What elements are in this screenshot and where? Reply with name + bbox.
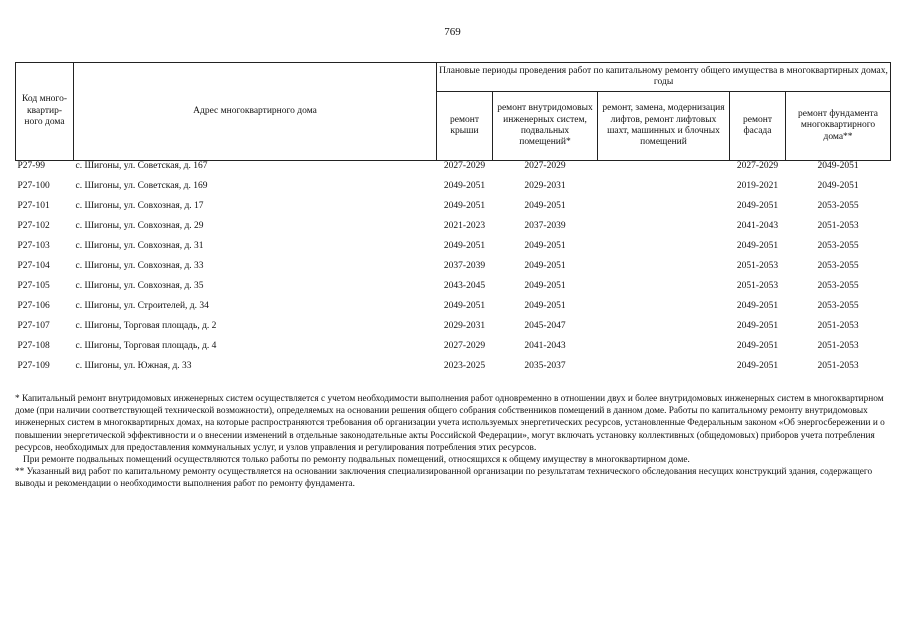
cell-foundation: 2051-2053 [817, 221, 859, 231]
cell-engineering: 2049-2051 [524, 301, 566, 311]
cell-code: Р27-104 [17, 261, 50, 271]
table-row [16, 201, 891, 221]
cell-facade: 2049-2051 [736, 361, 779, 371]
cell-code: Р27-103 [17, 241, 50, 251]
footnote-foundation: ** Указанный вид работ по капитальному ремонту осуществляется на основании заключения специализированной организации по результатам технического обследования несущих конструкций здания, содержащего выводы и рекомендации о необходимости выполнения работ по ремонту фундамента. [15, 467, 873, 490]
cell-roof: 2049-2051 [443, 181, 486, 191]
header-address: Адрес многоквартирного дома [74, 63, 437, 161]
cell-address: с. Шигоны, Торговая площадь, д. 2 [75, 321, 217, 331]
cell-roof: 2043-2045 [443, 281, 486, 291]
cell-code: Р27-99 [17, 161, 45, 171]
cell-engineering: 2049-2051 [524, 281, 566, 291]
cell-roof: 2023-2025 [443, 361, 486, 371]
header-facade: ремонт фасада [730, 92, 786, 161]
cell-roof: 2027-2029 [443, 161, 486, 171]
cell-address: с. Шигоны, ул. Совхозная, д. 29 [75, 221, 204, 231]
cell-facade: 2049-2051 [736, 301, 779, 311]
cell-facade: 2027-2029 [736, 161, 779, 171]
cell-code: Р27-101 [17, 201, 50, 211]
cell-address: с. Шигоны, ул. Совхозная, д. 17 [75, 201, 204, 211]
footnote-basement: При ремонте подвальных помещений осуществляются только работы по ремонту подвальных помещений, относящихся к общему имуществу в многоквартирном доме. [23, 455, 690, 466]
cell-code: Р27-100 [17, 181, 50, 191]
cell-code: Р27-109 [17, 361, 50, 371]
cell-engineering: 2037-2039 [524, 221, 566, 231]
header-code: Код много-квартир-ного дома [16, 63, 74, 161]
cell-address: с. Шигоны, Торговая площадь, д. 4 [75, 341, 217, 351]
cell-facade: 2019-2021 [736, 181, 779, 191]
cell-elevators [598, 181, 730, 201]
cell-address: с. Шигоны, ул. Южная, д. 33 [75, 361, 192, 371]
header-engineering: ремонт внутридомовых инженерных систем, подвальных помещений* [493, 92, 598, 161]
cell-elevators [598, 201, 730, 221]
cell-foundation: 2053-2055 [817, 241, 859, 251]
cell-address: с. Шигоны, ул. Советская, д. 167 [75, 161, 208, 171]
cell-engineering: 2049-2051 [524, 261, 566, 271]
cell-elevators [598, 161, 730, 182]
table-row [16, 301, 891, 321]
cell-foundation: 2051-2053 [817, 361, 859, 371]
cell-code: Р27-107 [17, 321, 50, 331]
page-number: 769 [444, 26, 461, 38]
cell-elevators [598, 301, 730, 321]
cell-elevators [598, 341, 730, 361]
header-foundation: ремонт фундамента многоквартирного дома** [786, 92, 891, 161]
cell-engineering: 2027-2029 [524, 161, 566, 171]
cell-elevators [598, 321, 730, 341]
cell-engineering: 2049-2051 [524, 201, 566, 211]
cell-engineering: 2049-2051 [524, 241, 566, 251]
cell-address: с. Шигоны, ул. Совхозная, д. 35 [75, 281, 204, 291]
cell-engineering: 2029-2031 [524, 181, 566, 191]
cell-elevators [598, 361, 730, 381]
cell-code: Р27-102 [17, 221, 50, 231]
cell-facade: 2049-2051 [736, 341, 779, 351]
cell-foundation: 2053-2055 [817, 301, 859, 311]
footnote-engineering: * Капитальный ремонт внутридомовых инженерных систем осуществляется с учетом необходимости выполнения работ одновременно в отношении двух и более внутридомовых инженерных систем в многоквартирном доме (при наличии соответствующей технической возможности), определяемых на основании решения общего собрания собственников помещений в данном доме. Работы по капитальному ремонту внутридомовых инженерных систем в многоквартирных домах, на которые распространяются требования об организации учета используемых энергетических ресурсов, установленные Федеральным законом «Об энергосбережении и о повышении энергетической эффективности и о внесении изменений в отдельные законодательные акты Российской Федерации», могут включать установку коллективных (общедомовых) приборов учета потребления ресурсов, необходимых для предоставления коммунальных услуг, и узлов управления и регулирования потребления этих ресурсов. [15, 394, 885, 453]
cell-elevators [598, 241, 730, 261]
table-row [16, 261, 891, 281]
table-row [16, 361, 891, 381]
cell-foundation: 2053-2055 [817, 261, 859, 271]
cell-foundation: 2051-2053 [817, 341, 859, 351]
table-row [16, 281, 891, 301]
cell-facade: 2049-2051 [736, 241, 779, 251]
cell-address: с. Шигоны, ул. Совхозная, д. 31 [75, 241, 204, 251]
cell-elevators [598, 221, 730, 241]
cell-address: с. Шигоны, ул. Строителей, д. 34 [75, 301, 209, 311]
table-row [16, 341, 891, 361]
table-header [16, 63, 891, 161]
header-roof: ремонт крыши [437, 92, 493, 161]
header-planned-periods: Плановые периоды проведения работ по капитальному ремонту общего имущества в многоквартирных домах, годы [437, 63, 891, 92]
cell-code: Р27-106 [17, 301, 50, 311]
cell-facade: 2041-2043 [736, 221, 779, 231]
cell-foundation: 2053-2055 [817, 201, 859, 211]
cell-foundation: 2049-2051 [817, 181, 859, 191]
capital-repair-table [15, 62, 891, 381]
cell-roof: 2037-2039 [443, 261, 486, 271]
table-row [16, 181, 891, 201]
cell-foundation: 2053-2055 [817, 281, 859, 291]
cell-roof: 2027-2029 [443, 341, 486, 351]
cell-roof: 2049-2051 [443, 201, 486, 211]
table-row [16, 161, 891, 182]
cell-facade: 2051-2053 [736, 261, 779, 271]
cell-roof: 2029-2031 [443, 321, 486, 331]
cell-roof: 2021-2023 [443, 221, 486, 231]
cell-facade: 2049-2051 [736, 201, 779, 211]
header-elevators: ремонт, замена, модернизация лифтов, ремонт лифтовых шахт, машинных и блочных помещений [598, 92, 730, 161]
table-row [16, 321, 891, 341]
cell-engineering: 2041-2043 [524, 341, 566, 351]
table-row [16, 241, 891, 261]
cell-engineering: 2035-2037 [524, 361, 566, 371]
cell-address: с. Шигоны, ул. Советская, д. 169 [75, 181, 208, 191]
cell-code: Р27-105 [17, 281, 50, 291]
cell-roof: 2049-2051 [443, 241, 486, 251]
cell-facade: 2051-2053 [736, 281, 779, 291]
cell-facade: 2049-2051 [736, 321, 779, 331]
cell-engineering: 2045-2047 [524, 321, 566, 331]
cell-elevators [598, 261, 730, 281]
table-row [16, 221, 891, 241]
table-body [16, 161, 891, 382]
cell-address: с. Шигоны, ул. Совхозная, д. 33 [75, 261, 204, 271]
cell-foundation: 2049-2051 [817, 161, 859, 171]
cell-foundation: 2051-2053 [817, 321, 859, 331]
cell-roof: 2049-2051 [443, 301, 486, 311]
footnotes [15, 393, 890, 491]
cell-code: Р27-108 [17, 341, 50, 351]
cell-elevators [598, 281, 730, 301]
